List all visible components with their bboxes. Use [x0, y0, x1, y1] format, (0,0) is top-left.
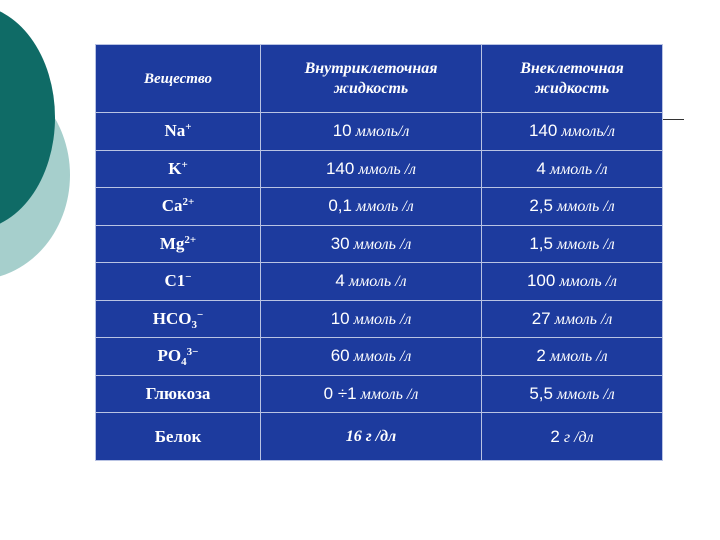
- intracellular-value: [261, 225, 482, 263]
- substance-cell: [96, 263, 261, 301]
- charge: +: [185, 121, 192, 134]
- value-unit: ммоль/л: [351, 123, 410, 141]
- intracellular-value: [261, 188, 482, 226]
- value-unit: ммоль /л: [356, 385, 419, 403]
- header-extracellular-line2: жидкость: [534, 79, 610, 97]
- intracellular-value: [261, 263, 482, 301]
- value-number: 10: [332, 121, 352, 141]
- substance-name: HCO: [152, 308, 192, 328]
- value-number: 16: [345, 427, 362, 445]
- substance-name: Глюкоза: [145, 383, 211, 403]
- intracellular-value: [261, 150, 482, 188]
- value-unit: ммоль /л: [552, 235, 615, 253]
- substance-name: Mg: [159, 233, 185, 253]
- table-row: [96, 263, 663, 301]
- substance-cell: [96, 413, 261, 461]
- extracellular-value: [482, 300, 663, 338]
- electrolyte-table: [95, 44, 663, 461]
- table-row: [96, 150, 663, 188]
- value-unit: ммоль /л: [545, 348, 608, 366]
- substance-cell: [96, 150, 261, 188]
- value-number: 4: [335, 271, 345, 291]
- charge: 2+: [182, 196, 195, 209]
- value-number: 2: [536, 346, 546, 366]
- substance-name: Na: [164, 121, 186, 141]
- extracellular-value: [482, 188, 663, 226]
- table-row: [96, 225, 663, 263]
- extracellular-value: [482, 113, 663, 151]
- value-unit: ммоль /л: [552, 198, 615, 216]
- extracellular-value: [482, 375, 663, 413]
- value-unit: г /дл: [559, 428, 594, 446]
- value-number: 10: [330, 308, 350, 328]
- value-unit: ммоль /л: [344, 273, 407, 291]
- value-unit: ммоль/л: [557, 123, 616, 141]
- table-row: [96, 188, 663, 226]
- table-row: [96, 113, 663, 151]
- header-intracellular-line2: жидкость: [333, 79, 409, 97]
- value-unit: ммоль /л: [349, 235, 412, 253]
- value-unit: ммоль /л: [550, 310, 613, 328]
- decorative-line: [662, 119, 684, 120]
- value-number: 2,5: [529, 196, 553, 216]
- value-unit: ммоль /л: [351, 198, 414, 216]
- value-number: 100: [526, 271, 556, 291]
- intracellular-value: [261, 375, 482, 413]
- table-row: [96, 413, 663, 461]
- substance-name: K: [168, 158, 182, 178]
- intracellular-value: [261, 113, 482, 151]
- substance-cell: [96, 113, 261, 151]
- table-row: [96, 300, 663, 338]
- intracellular-value: [261, 338, 482, 376]
- header-intracellular-line1: Внутриклеточная: [304, 59, 438, 77]
- subscript: 3: [191, 318, 197, 331]
- charge: −: [196, 308, 204, 321]
- substance-name: Белок: [154, 426, 202, 446]
- substance-cell: [96, 188, 261, 226]
- intracellular-value: [261, 300, 482, 338]
- intracellular-value: [261, 413, 482, 461]
- substance-cell: [96, 300, 261, 338]
- value-number: 0 ÷1: [323, 383, 357, 403]
- substance-name: Ca: [161, 196, 183, 216]
- value-unit: ммоль /л: [354, 160, 417, 178]
- value-number: 30: [330, 233, 350, 253]
- value-number: 4: [536, 158, 546, 178]
- table-row: [96, 375, 663, 413]
- table-row: [96, 338, 663, 376]
- extracellular-value: [482, 413, 663, 461]
- substance-cell: [96, 375, 261, 413]
- substance-name: PO: [157, 346, 182, 366]
- value-number: 1,5: [529, 233, 553, 253]
- header-extracellular-line1: Внеклеточная: [520, 59, 624, 77]
- extracellular-value: [482, 150, 663, 188]
- value-unit: ммоль /л: [552, 385, 615, 403]
- charge: +: [181, 158, 188, 171]
- value-number: 27: [531, 308, 551, 328]
- value-unit: г /дл: [361, 427, 397, 445]
- substance-name: C1: [164, 271, 186, 291]
- extracellular-value: [482, 225, 663, 263]
- value-unit: ммоль /л: [349, 348, 412, 366]
- subscript: 4: [181, 356, 187, 369]
- extracellular-value: [482, 263, 663, 301]
- header-extracellular: [482, 45, 663, 113]
- value-unit: ммоль /л: [545, 160, 608, 178]
- header-substance: Вещество: [96, 45, 261, 113]
- value-unit: ммоль /л: [555, 273, 618, 291]
- value-number: 140: [325, 158, 355, 178]
- header-intracellular: [261, 45, 482, 113]
- table-header-row: [96, 45, 663, 113]
- extracellular-value: [482, 338, 663, 376]
- substance-cell: [96, 338, 261, 376]
- value-number: 0,1: [328, 196, 352, 216]
- value-number: 60: [330, 346, 350, 366]
- charge: −: [185, 271, 192, 284]
- substance-cell: [96, 225, 261, 263]
- charge: 3−: [186, 346, 199, 359]
- value-unit: ммоль /л: [349, 310, 412, 328]
- value-number: 5,5: [529, 383, 553, 403]
- charge: 2+: [184, 233, 197, 246]
- value-number: 2: [550, 426, 560, 446]
- value-number: 140: [528, 121, 558, 141]
